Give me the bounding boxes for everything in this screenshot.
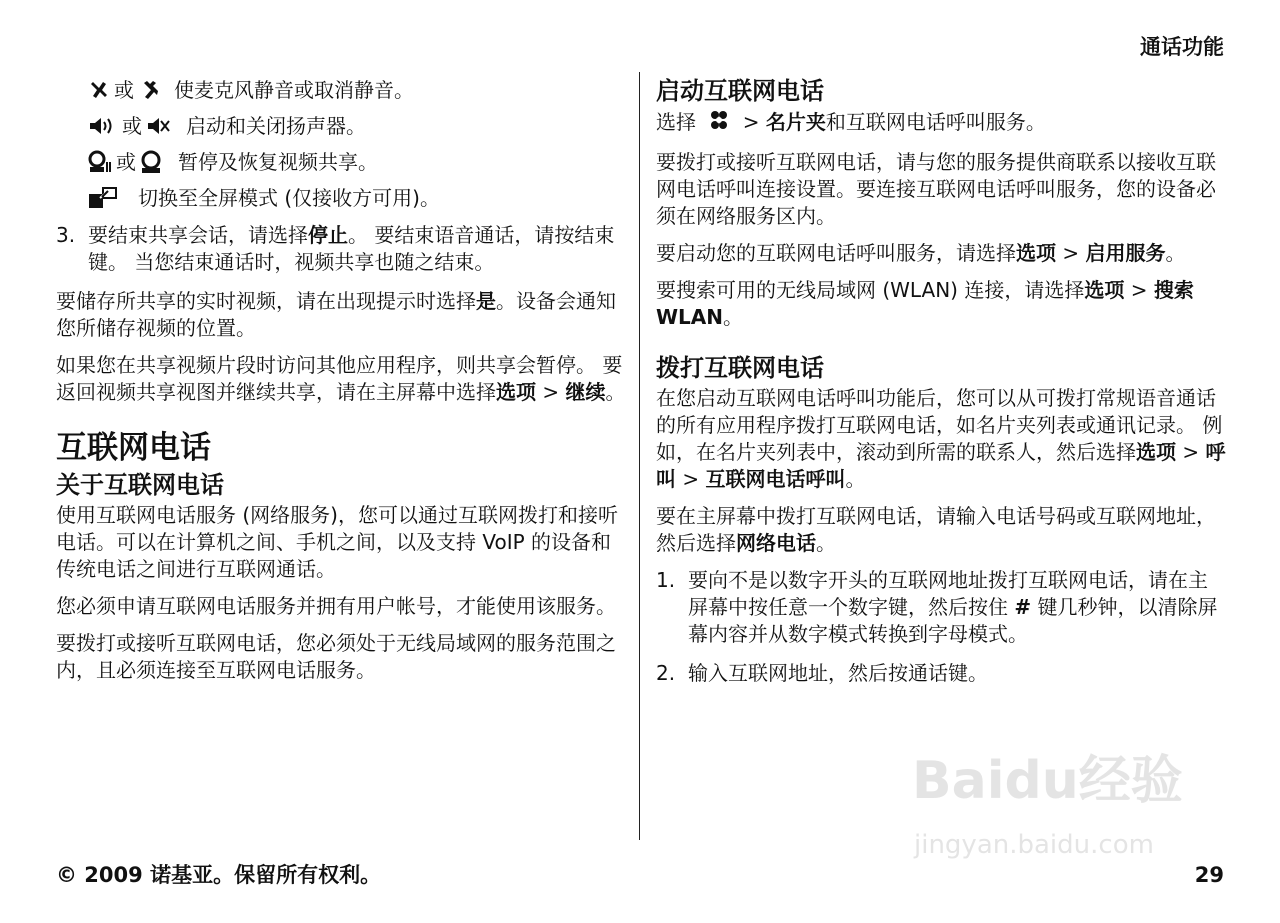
paragraph: 使用互联网电话服务 (网络服务)，您可以通过互联网拨打和接听电话。可以在计算机之间、手机之间，以及支持 VoIP 的设备和传统电话之间进行互联网通话。 <box>56 503 618 581</box>
paragraph-call-from-apps: 在您启动互联网电话呼叫功能后，您可以从可拨打常规语音通话的所有应用程序拨打互联网电话，如名片夹列表或通讯记录。 例如，在名片夹列表中，滚动到所需的联系人，然后选择选项 > 呼叫 > 互联网电话呼叫。 <box>656 386 1226 491</box>
page-section-title: 通话功能 <box>1140 35 1224 59</box>
subsection-heading: 拨打互联网电话 <box>656 354 824 382</box>
speaker-off-icon <box>146 115 172 137</box>
watermark-brand: Baidu经验 <box>912 751 1183 811</box>
step-text: 输入互联网地址，然后按通话键。 <box>688 661 988 685</box>
or-text: 或 <box>116 149 136 174</box>
step-number: 1. <box>656 568 676 592</box>
icon-row-desc: 切换至全屏模式 (仅接收方可用)。 <box>138 185 440 210</box>
resume-share-icon <box>140 150 164 174</box>
icon-row-desc: 使麦克风静音或取消静音。 <box>174 77 414 102</box>
paragraph-call-home-screen: 要在主屏幕中拨打互联网电话，请输入电话号码或互联网地址，然后选择网络电话。 <box>656 504 1216 555</box>
footer-copyright: © 2009 诺基亚。保留所有权利。 <box>56 863 382 887</box>
paragraph-search-wlan: 要搜索可用的无线局域网 (WLAN) 连接，请选择选项 > 搜索 WLAN。 <box>656 278 1194 329</box>
fullscreen-icon <box>88 186 118 210</box>
unmute-icon <box>138 79 160 101</box>
mute-icon <box>88 79 110 101</box>
paragraph: 要拨打或接听互联网电话，您必须处于无线局域网的服务范围之内，且必须连接至互联网电话服务。 <box>56 631 616 682</box>
paragraph-select-service: 选择 > 名片夹和互联网电话呼叫服务。 <box>656 108 1226 139</box>
icon-row-pause <box>88 144 628 180</box>
left-column <box>56 72 628 694</box>
step-3 <box>56 222 628 276</box>
page-number: 29 <box>1194 863 1224 887</box>
step-number: 2. <box>656 661 676 685</box>
watermark-url: jingyan.baidu.com <box>914 830 1154 860</box>
menu-key-icon <box>706 108 732 139</box>
step-1 <box>656 567 1226 648</box>
speaker-on-icon <box>88 115 118 137</box>
icon-row-fullscreen <box>88 180 628 216</box>
step-number: 3. <box>56 223 76 247</box>
step-text: 要向不是以数字开头的互联网地址拨打互联网电话，请在主屏幕中按任意一个数字键，然后按住 # 键几秒钟，以清除屏幕内容并从数字模式转换到字母模式。 <box>688 568 1218 646</box>
column-divider <box>639 72 640 840</box>
baidu-watermark <box>900 751 1220 870</box>
subsection-heading: 启动互联网电话 <box>656 77 824 105</box>
right-column <box>656 72 1226 699</box>
step-2 <box>656 660 1226 687</box>
section-heading: 互联网电话 <box>56 430 211 466</box>
or-text: 或 <box>122 113 142 138</box>
pause-share-icon <box>88 150 112 174</box>
paragraph-other-app: 如果您在共享视频片段时访问其他应用程序，则共享会暂停。 要返回视频共享视图并继续共享，请在主屏幕中选择选项 > 继续。 <box>56 353 626 404</box>
icon-row-speaker <box>88 108 628 144</box>
icon-row-desc: 启动和关闭扬声器。 <box>186 113 366 138</box>
step-text: 要结束共享会话，请选择停止。 要结束语音通话，请按结束键。 当您结束通话时，视频共享也随之结束。 <box>88 223 615 274</box>
paragraph-enable-service: 要启动您的互联网电话呼叫服务，请选择选项 > 启用服务。 <box>656 241 1186 265</box>
subsection-heading: 关于互联网电话 <box>56 471 224 499</box>
or-text: 或 <box>114 77 134 102</box>
icon-row-desc: 暂停及恢复视频共享。 <box>178 149 378 174</box>
paragraph: 要拨打或接听互联网电话，请与您的服务提供商联系以接收互联网电话呼叫连接设置。要连接互联网电话呼叫服务，您的设备必须在网络服务区内。 <box>656 150 1216 228</box>
paragraph: 您必须申请互联网电话服务并拥有用户帐号，才能使用该服务。 <box>56 594 616 618</box>
icon-row-mute <box>88 72 628 108</box>
paragraph-save-video: 要储存所共享的实时视频，请在出现提示时选择是。设备会通知您所储存视频的位置。 <box>56 289 616 340</box>
